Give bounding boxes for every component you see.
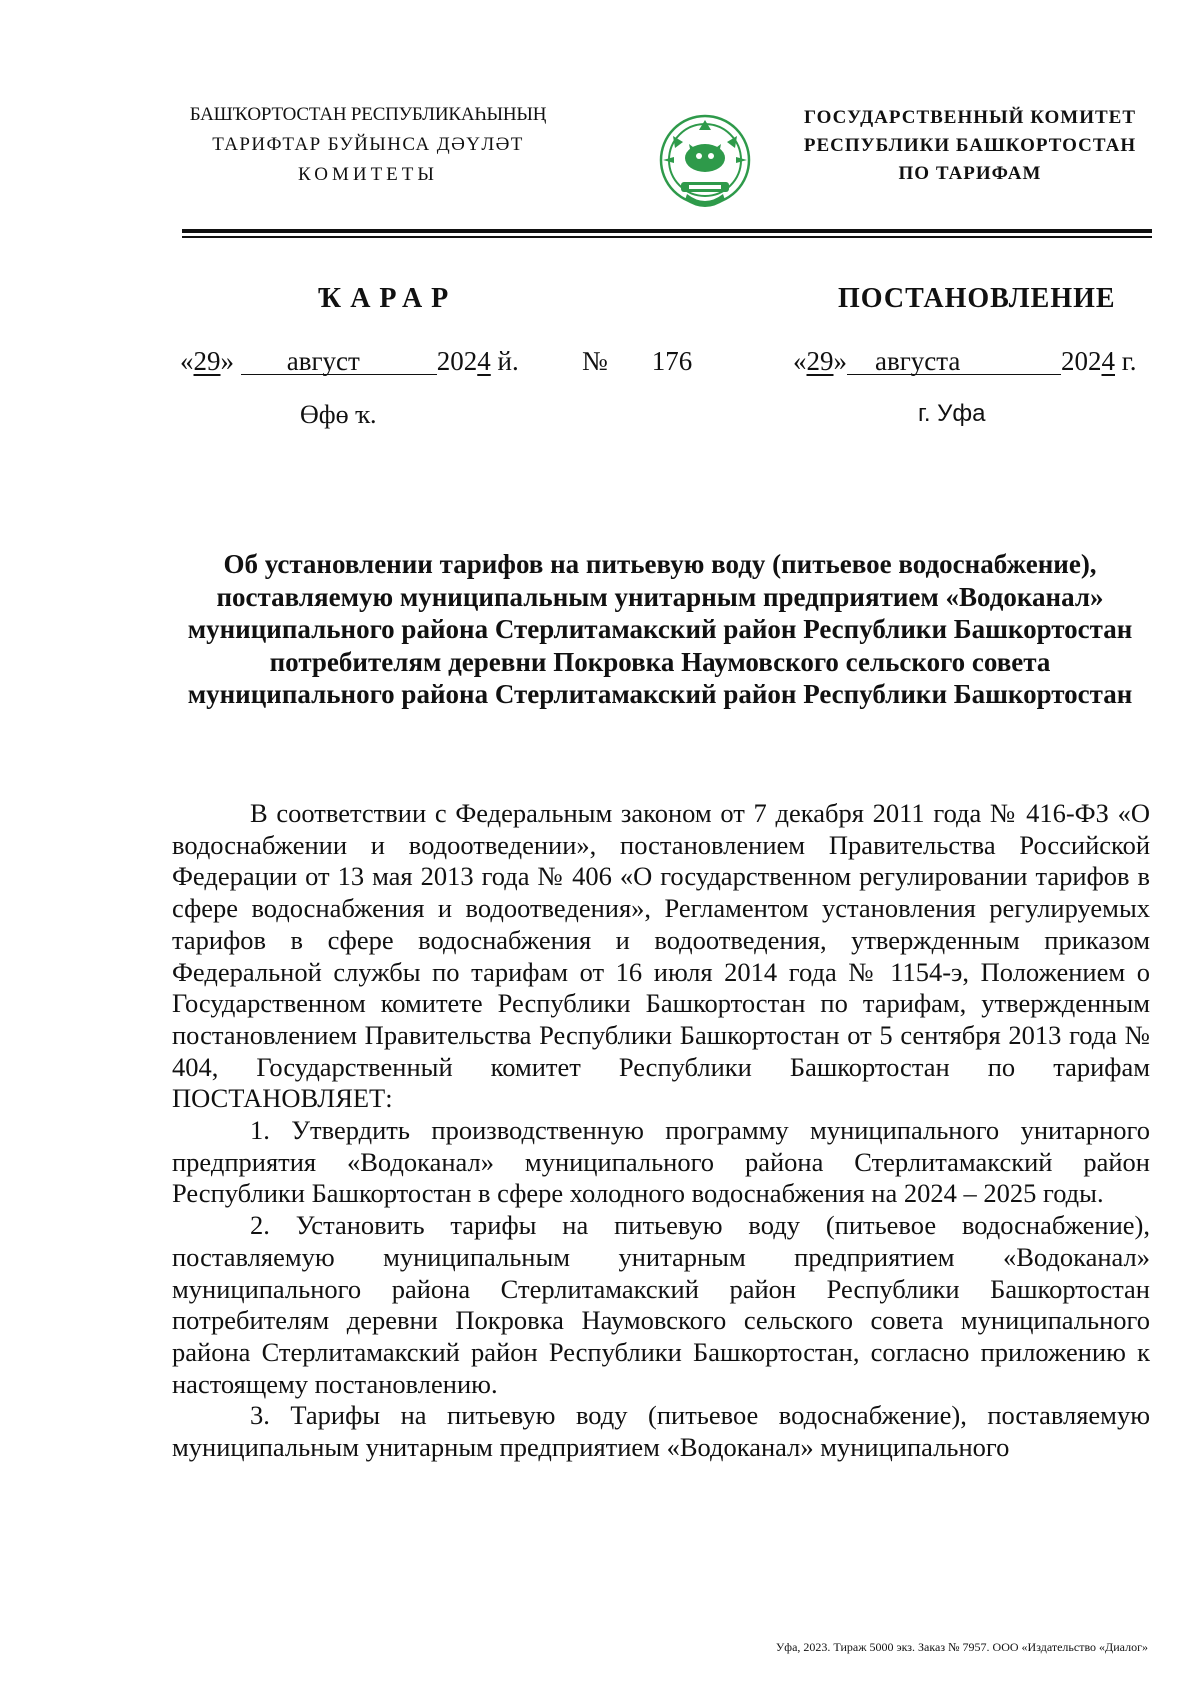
header-left-line: ТАРИФТАР БУЙЫНСА ДӘҮЛӘТ: [212, 134, 524, 155]
header-divider-thin: [182, 236, 1152, 238]
date-close-quote: »: [220, 346, 234, 376]
clause-paragraph: 1. Утвердить производственную программу муниципального унитарного предприятия «Водоканал» муниципального района Стерлитамакский район Республики Башкортостан в сфере холодного водоснабжения на 2024 – 2025 годы.: [172, 1115, 1150, 1209]
header-right-line: РЕСПУБЛИКИ БАШКОРТОСТАН: [803, 135, 1137, 156]
date-day: 29: [806, 346, 834, 376]
date-year-suffix: г.: [1115, 346, 1137, 376]
clause-paragraph: 2. Установить тарифы на питьевую воду (питьевое водоснабжение), поставляемую муниципальным унитарным предприятием «Водоканал» муниципального района Стерлитамакский район Республики Башкортостан потребителям деревни Покровка Наумовского сельского совета муниципального района Стерлитамакский район Республики Башкортостан, согласно приложению к настоящему постановлению.: [172, 1210, 1150, 1399]
header-divider-thick: [182, 229, 1152, 233]
header-left-bashkir: [168, 100, 568, 190]
header-right-line: ПО ТАРИФАМ: [898, 163, 1042, 184]
title-russian: ПОСТАНОВЛЕНИЕ: [838, 283, 1116, 314]
emblem-of-bashkortostan-icon: [655, 108, 755, 216]
date-day: 29: [193, 346, 221, 376]
preamble-paragraph: В соответствии с Федеральным законом от 7 декабря 2011 года № 416-ФЗ «О водоснабжении и водоотведении», постановлением Правительства Российской Федерации от 13 мая 2013 года № 406 «О государственном регулировании тарифов в сфере водоснабжения и водоотведения», Регламентом установления регулируемых тарифов в сфере водоснабжения и водоотведения, утвержденным приказом Федеральной службы по тарифам от 16 июля 2014 года № 1154-э, Положением о Государственном комитете Республики Башкортостан по тарифам, утвержденным постановлением Правительства Республики Башкортостан от 5 сентября 2013 года № 404, Государственный комитет Республики Башкортостан по тарифам ПОСТАНОВЛЯЕТ:: [172, 798, 1150, 1114]
date-month: август: [241, 348, 437, 375]
document-number: [582, 346, 692, 377]
header-right-line: ГОСУДАРСТВЕННЫЙ КОМИТЕТ: [803, 107, 1137, 128]
date-year-prefix: 202: [436, 346, 478, 376]
date-close-quote: »: [833, 346, 847, 376]
place-bashkir: Өфө ҡ.: [300, 400, 377, 429]
header-right-russian: [790, 104, 1150, 188]
document-heading: Об установлении тарифов на питьевую воду (питьевое водоснабжение), поставляемую муниципальным унитарным предприятием «Водоканал» муниципального района Стерлитамакский район Республики Башкортостан потребителям деревни Покровка Наумовского сельского совета муниципального района Стерлитамакский район Республики Башкортостан: [187, 549, 1133, 709]
date-month: августа: [847, 348, 1061, 375]
date-open-quote: «: [180, 346, 194, 376]
title-bashkir: ҠАРАР: [318, 283, 458, 314]
date-year-digit: 4: [1101, 346, 1115, 376]
date-left: [180, 346, 519, 377]
number-sign: №: [582, 346, 608, 376]
number-value: 176: [651, 346, 693, 376]
clause-paragraph: 3. Тарифы на питьевую воду (питьевое водоснабжение), поставляемую муниципальным унитарным предприятием «Водоканал» муниципального: [172, 1400, 1150, 1463]
date-year-suffix: й.: [490, 346, 519, 376]
date-year-digit: 4: [477, 346, 491, 376]
header-left-line: КОМИТЕТЫ: [298, 164, 438, 185]
date-year-prefix: 202: [1061, 346, 1102, 376]
print-imprint: Уфа, 2023. Тираж 5000 экз. Заказ № 7957. ООО «Издательство «Диалог»: [775, 1640, 1148, 1654]
place-russian: г. Уфа: [918, 400, 986, 427]
header-left-line: БАШҠОРТОСТАН РЕСПУБЛИКАҺЫНЫҢ: [189, 104, 547, 125]
date-right: [793, 346, 1137, 377]
document-body: [172, 798, 1150, 1464]
date-open-quote: «: [793, 346, 807, 376]
